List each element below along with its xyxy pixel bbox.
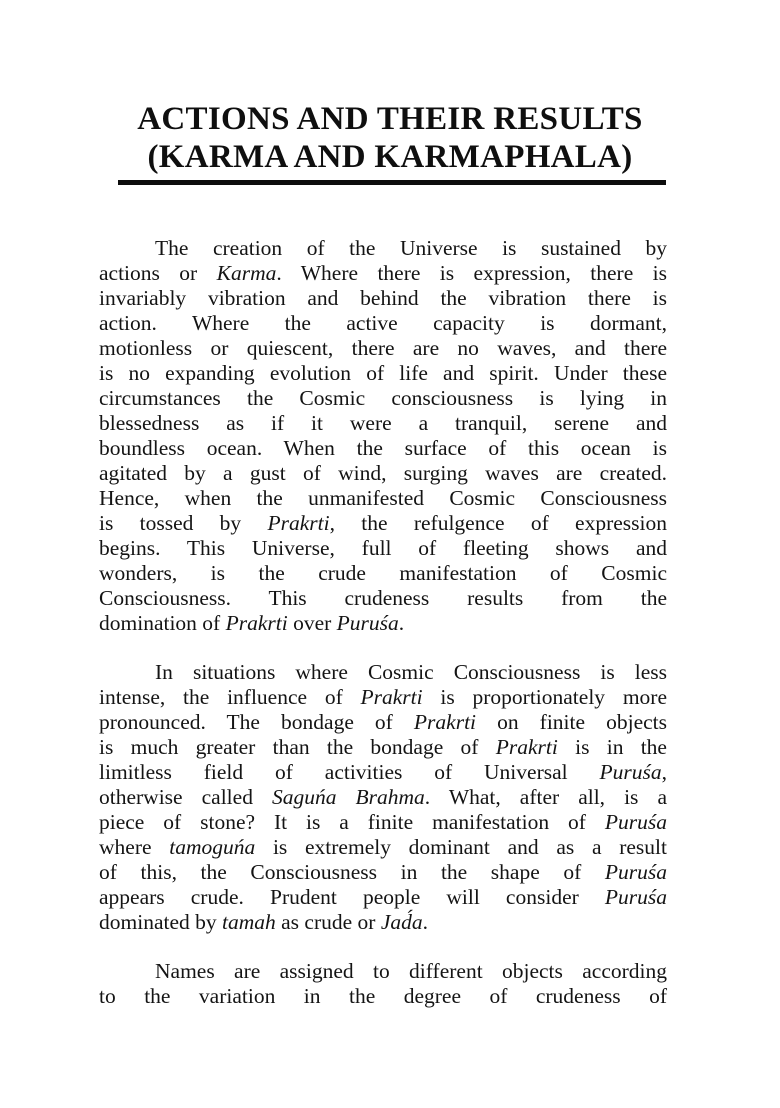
text-line <box>99 735 667 760</box>
text-segment: is no expanding evolution of life and spirit. Under these <box>99 361 667 385</box>
text-segment: otherwise called <box>99 785 272 809</box>
text-segment: intense, the influence of <box>99 685 361 709</box>
text-line <box>99 685 667 710</box>
text-segment: Hence, when the unmanifested Cosmic Consciousness <box>99 486 667 510</box>
text-line <box>99 710 667 735</box>
title-underline-rule <box>118 180 666 185</box>
text-segment: to the variation in the degree of crudeness of <box>99 984 667 1008</box>
text-line <box>99 561 667 586</box>
text-line <box>99 361 667 386</box>
text-line <box>99 261 667 286</box>
text-segment: In situations where Cosmic Consciousness is less <box>155 660 667 684</box>
text-segment: wonders, is the crude manifestation of Cosmic <box>99 561 667 585</box>
text-segment: . Where there is expression, there is <box>276 261 667 285</box>
text-segment: boundless ocean. When the surface of this ocean is <box>99 436 667 460</box>
text-line <box>99 236 667 261</box>
text-segment: actions or <box>99 261 217 285</box>
text-line <box>99 760 667 785</box>
text-line <box>99 984 667 1009</box>
text-segment: motionless or quiescent, there are no waves, and there <box>99 336 667 360</box>
text-line <box>99 810 667 835</box>
italic-term: Puruśa <box>599 760 662 784</box>
text-segment: is tossed by <box>99 511 268 535</box>
text-segment: on finite objects <box>476 710 667 734</box>
italic-term: Puruśa <box>336 611 399 635</box>
text-segment: domination of <box>99 611 226 635</box>
text-line <box>99 411 667 436</box>
text-segment: of this, the Consciousness in the shape of <box>99 860 605 884</box>
text-segment: limitless field of activities of Universal <box>99 760 600 784</box>
italic-term: Prakrti <box>413 710 477 734</box>
text-segment: begins. This Universe, full of fleeting shows and <box>99 536 667 560</box>
italic-term: Karma <box>216 261 277 285</box>
italic-term: tamah <box>222 910 276 934</box>
text-segment: . What, after all, is a <box>424 785 667 809</box>
body-text <box>99 236 667 1033</box>
text-segment: circumstances the Cosmic consciousness is lying in <box>99 386 667 410</box>
text-line <box>99 536 667 561</box>
text-segment: piece of stone? It is a finite manifestation of <box>99 810 605 834</box>
text-segment: is in the <box>557 735 667 759</box>
text-segment: as crude or <box>275 910 381 934</box>
text-line <box>99 286 667 311</box>
italic-term: Jad́a <box>380 910 423 934</box>
text-segment: where <box>99 835 170 859</box>
italic-term: Prakrti <box>495 735 558 759</box>
text-line <box>99 336 667 361</box>
text-line <box>99 785 667 810</box>
text-line <box>99 511 667 536</box>
text-line <box>99 311 667 336</box>
text-segment: dominated by <box>99 910 223 934</box>
text-segment: blessedness as if it were a tranquil, serene and <box>99 411 667 435</box>
text-line <box>99 860 667 885</box>
text-segment: action. Where the active capacity is dormant, <box>99 311 667 335</box>
chapter-title <box>110 100 670 176</box>
text-segment: agitated by a gust of wind, surging waves are created. <box>99 461 667 485</box>
paragraph <box>99 959 667 1009</box>
italic-term: Puruśa <box>604 810 667 834</box>
italic-term: Prakrti <box>360 685 423 709</box>
italic-term: Saguńa Brahma <box>271 785 425 809</box>
italic-term: Puruśa <box>604 860 667 884</box>
text-line <box>99 611 667 636</box>
italic-term: tamoguńa <box>169 835 256 859</box>
text-segment: , <box>661 760 667 784</box>
text-segment: invariably vibration and behind the vibration there is <box>99 286 667 310</box>
text-segment: Consciousness. This crudeness results from the <box>99 586 667 610</box>
text-line <box>99 386 667 411</box>
text-segment: is much greater than the bondage of <box>99 735 496 759</box>
chapter-title-line2: (KARMA AND KARMAPHALA) <box>147 139 633 175</box>
text-line <box>99 436 667 461</box>
text-segment: , the refulgence of expression <box>329 511 667 535</box>
text-line <box>99 959 667 984</box>
text-segment: is extremely dominant and as a result <box>255 835 667 859</box>
text-line <box>99 486 667 511</box>
text-segment: is proportionately more <box>422 685 667 709</box>
text-line <box>99 586 667 611</box>
text-segment: . <box>398 611 405 635</box>
text-segment: appears crude. Prudent people will consider <box>99 885 605 909</box>
text-segment: The creation of the Universe is sustained by <box>155 236 667 260</box>
italic-term: Prakrti <box>267 511 330 535</box>
text-line <box>99 660 667 685</box>
chapter-title-line1: ACTIONS AND THEIR RESULTS <box>137 101 643 137</box>
text-segment: . <box>422 910 429 934</box>
text-line <box>99 835 667 860</box>
paragraph <box>99 236 667 636</box>
italic-term: Puruśa <box>604 885 667 909</box>
text-line <box>99 910 667 935</box>
text-segment: pronounced. The bondage of <box>99 710 414 734</box>
paragraph <box>99 660 667 935</box>
text-line <box>99 461 667 486</box>
text-segment: over <box>287 611 337 635</box>
italic-term: Prakrti <box>225 611 288 635</box>
text-line <box>99 885 667 910</box>
text-segment: Names are assigned to different objects according <box>155 959 667 983</box>
